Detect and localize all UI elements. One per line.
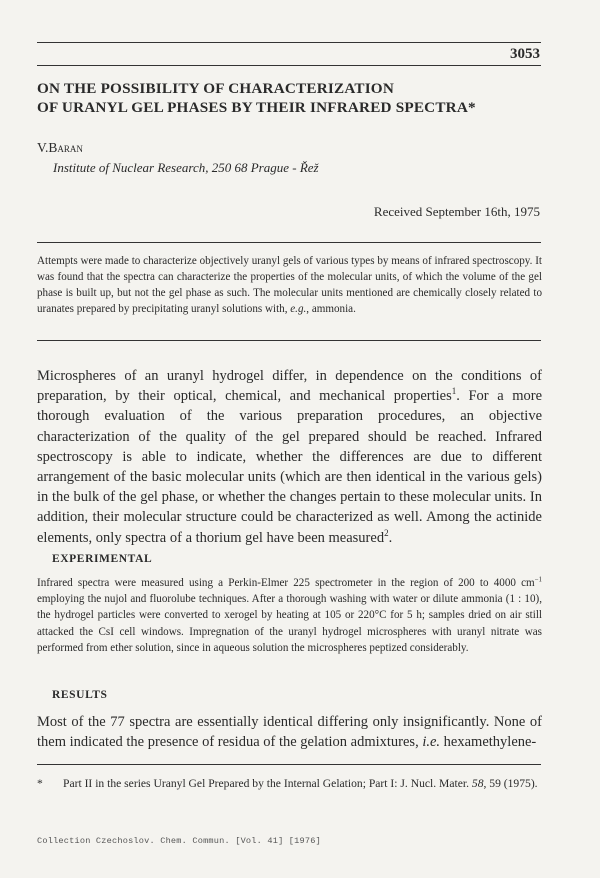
received-date: Received September 16th, 1975 — [373, 204, 540, 219]
author — [37, 140, 83, 156]
page-number: 3053 — [510, 46, 540, 62]
abstract-top-rule — [37, 242, 541, 243]
article-title — [37, 79, 547, 117]
affiliation: Institute of Nuclear Research, 250 68 Prague - Řež — [53, 160, 319, 175]
results-paragraph: Most of the 77 spectra are essentially identical differing only insignificantly. None of them indicated the presence of residua of the gelation admixtures, i.e. hexamethylene- — [37, 714, 542, 751]
abstract: Attempts were made to characterize objectively uranyl gels of various types by means of infrared spectroscopy. It was found that the spectra can characterize the properties of the molecular units, of which the volume of the gel phase is built up, but not the gel phase as such. The molecular units mentioned are chemically closely related to uranates prepared by precipitating uranyl solutions with, e.g., ammonia. — [37, 255, 542, 315]
reference-2: 2 — [384, 527, 389, 538]
title-line-2: OF URANYL GEL PHASES BY THEIR INFRARED SPECTRA* — [37, 99, 476, 116]
abstract-bottom-rule — [37, 340, 541, 341]
title-line-1: ON THE POSSIBILITY OF CHARACTERIZATION — [37, 80, 394, 97]
reference-1: 1 — [451, 386, 457, 397]
header-rule — [37, 42, 541, 43]
experimental-paragraph: Infrared spectra were measured using a Perkin-Elmer 225 spectrometer in the region of 200 to 4000 $cm^{-1}$ employing the nujol and fluorolube techniques. After a thorough washing with water or dilute ammonia (1 : 10), the hydrogel particles were converted to xerogel by heating at 105 or 220°C for 5 h; samples dried on air still attacked the CsI cell windows. Impregnation of the uranyl hydrogel microspheres with uranyl nitrate was performed from ether solution, since in aqueous solution the microspheres peptized considerably. — [37, 576, 542, 654]
title-top-rule — [37, 65, 541, 66]
introduction-paragraph: Microspheres of an uranyl hydrogel differ, in dependence on the conditions of preparation, by their optical, chemical, and mechanical properties$^1$. For a more thorough evaluation of the various preparation procedures, an objective characterization of the quality of the gel prepared should be reached. Infrared spectroscopy is able to indicate, whether the differences are due to different arrangement of the basic molecular units (which are then identical in the various gels) in the bulk of the gel phase, or whether the changes pertain to these molecular units. In addition, their molecular structure could be characterized as well. Among the actinide elements, only spectra of a thorium gel have been measured$^2$. — [37, 368, 543, 546]
journal-footer: Collection Czechoslov. Chem. Commun. [Vol. 41] [1976] — [37, 836, 321, 846]
footnote-rule — [37, 764, 541, 765]
footnote: * Part II in the series Uranyl Gel Prepared by the Internal Gelation; Part I: J. Nucl. Mater. 58, 59 (1975). — [37, 777, 538, 790]
results-heading: RESULTS — [52, 689, 108, 701]
author-surname: Baran — [48, 140, 83, 155]
experimental-heading: EXPERIMENTAL — [52, 553, 153, 565]
author-initial: V. — [37, 140, 49, 155]
footnote-mark: * — [37, 777, 43, 790]
